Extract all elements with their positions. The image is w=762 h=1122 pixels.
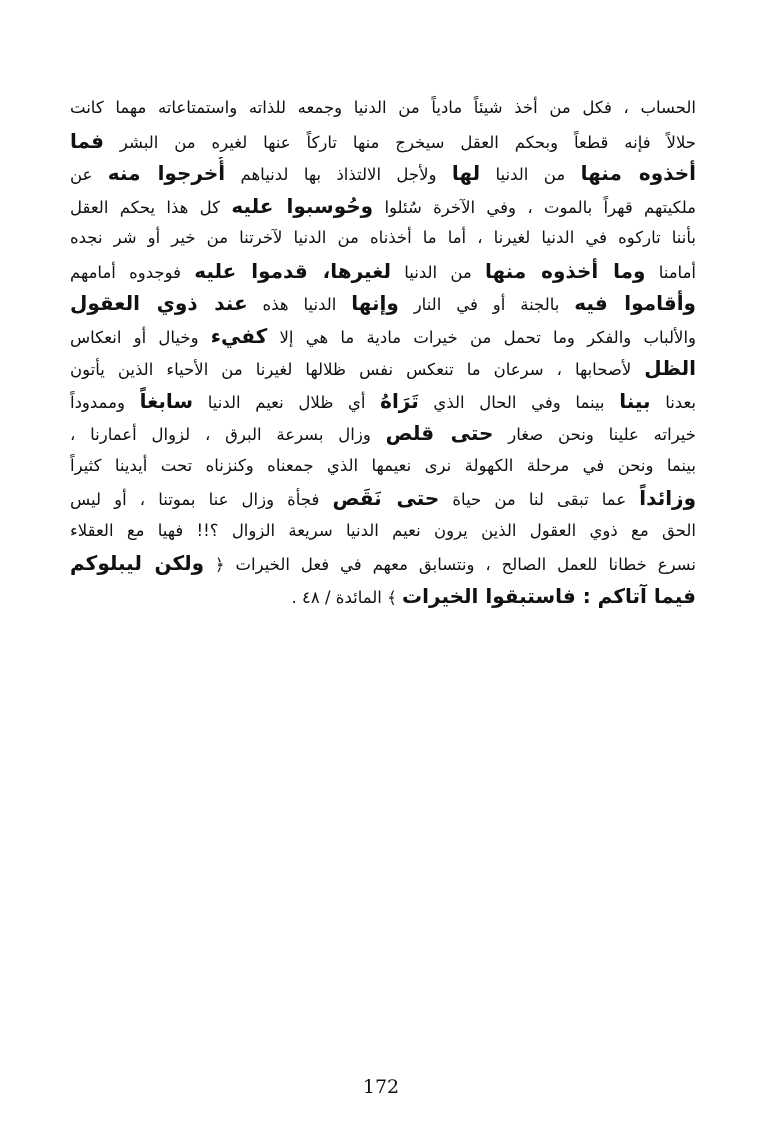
text-segment: ﴾ المائدة / ٤٨ .	[291, 587, 403, 607]
emphasized-text: لها	[451, 161, 481, 185]
emphasized-text: وحُوسبوا عليه	[231, 193, 374, 218]
text-segment: وزال بسرعة البرق ، لزوال أعمارنا ،	[70, 425, 386, 444]
emphasized-text: وأقاموا فيه	[574, 291, 696, 315]
text-segment: لأصحابها ، سرعان ما تنعكس نفس ظلالها لغيرنا من الأحياء الذين يأتون	[70, 360, 645, 379]
emphasized-text: أُخرجوا منه	[107, 161, 226, 185]
emphasized-text: عند ذوي العقول	[70, 291, 248, 315]
text-line	[70, 157, 696, 190]
emphasized-text: سابغاً	[139, 388, 194, 413]
emphasized-text: حتى قلص	[385, 421, 494, 445]
text-segment: ولأجل الالتذاذ بها لدنياهم	[225, 165, 452, 184]
text-segment: بأننا تاركوه في الدنيا لغيرنا ، أما ما أخذناه من الدنيا لآخرتنا من خير أو شر نجده	[70, 228, 696, 247]
text-line	[70, 417, 696, 450]
emphasized-text: حتى نَقَص	[332, 486, 440, 510]
text-segment: من الدنيا	[391, 262, 485, 282]
text-segment: بعدنا	[650, 392, 696, 412]
body-text	[70, 92, 696, 612]
text-segment: ملكيتهم قهراً بالموت ، وفي الآخرة سُئلوا	[373, 197, 696, 217]
text-line	[70, 580, 696, 613]
text-line	[70, 320, 696, 353]
text-line	[70, 92, 696, 125]
text-line	[70, 222, 696, 255]
text-segment: عن	[70, 165, 108, 184]
text-segment: حلالاً فإنه قطعاً وبحكم العقل سيخرج منها تاركاً عنها لغيره من البشر	[104, 132, 696, 152]
text-segment: الحساب ، فكل من أخذ شيئاً مادياً من الدنيا وجمعه للذاته واستمتاعاته مهما كانت	[70, 98, 696, 117]
text-segment: الحق مع ذوي العقول الذين يرون نعيم الدنيا سريعة الزوال ؟!! فهيا مع العقلاء	[70, 520, 696, 540]
text-segment: أي ظلال نعيم الدنيا	[193, 392, 381, 412]
text-line	[70, 515, 696, 548]
emphasized-text: الظل	[644, 356, 696, 380]
emphasized-text: فيما آتاكم : فاستبقوا الخيرات	[402, 583, 696, 608]
text-segment: أمامنا	[645, 262, 696, 282]
text-segment: فجأة وزال عنا بموتنا ، أو ليس	[70, 490, 333, 509]
emphasized-text: وإنها	[351, 291, 399, 315]
text-segment: نسرع خطانا للعمل الصالح ، ونتسابق معهم في فعل الخيرات ﴿	[204, 555, 696, 574]
text-segment: فوجدوه أمامهم	[70, 262, 195, 282]
text-line	[70, 352, 696, 385]
text-segment: من الدنيا	[480, 165, 581, 184]
text-line	[70, 125, 696, 158]
page-number: 172	[362, 1076, 400, 1098]
emphasized-text: تَرَاهُ	[380, 388, 419, 413]
text-line	[70, 450, 696, 483]
text-segment: خيراته علينا ونحن صغار	[493, 425, 696, 444]
emphasized-text: بينا	[619, 388, 651, 413]
text-line	[70, 547, 696, 580]
emphasized-text: وما أخذوه منها	[484, 258, 646, 283]
text-line	[70, 190, 696, 223]
text-segment: بالجنة أو في النار	[398, 295, 575, 314]
text-segment: بينما وفي الحال الذي	[418, 392, 620, 412]
emphasized-text: لغيرها، قدموا عليه	[194, 258, 392, 283]
text-segment: عما تبقى لنا من حياة	[439, 490, 640, 509]
emphasized-text: فما	[70, 128, 105, 153]
text-segment: وخيال أو انعكاس	[70, 327, 211, 347]
text-segment: الدنيا هذه	[247, 295, 352, 314]
emphasized-text: كفيء	[210, 323, 268, 348]
text-segment: كل هذا يحكم العقل	[70, 197, 232, 217]
emphasized-text: أخذوه منها	[580, 161, 696, 185]
emphasized-text: وزائداً	[639, 486, 696, 510]
text-line	[70, 385, 696, 418]
text-line	[70, 287, 696, 320]
text-segment: والألباب والفكر وما تحمل من خيرات مادية ما هي إلا	[267, 327, 696, 347]
text-line	[70, 482, 696, 515]
emphasized-text: ولكن ليبلوكم	[70, 551, 205, 575]
text-segment: وممدوداً	[70, 392, 140, 412]
text-segment: بينما ونحن في مرحلة الكهولة نرى نعيمها الذي جمعناه وكنزناه تحت أيدينا كثيراً	[70, 455, 696, 475]
text-line	[70, 255, 696, 288]
